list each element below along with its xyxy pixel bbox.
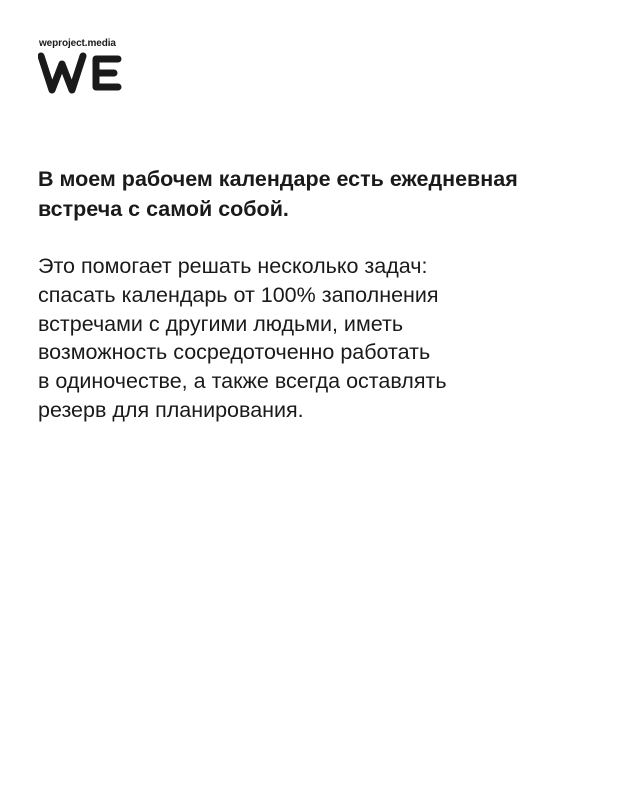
- body-line: резерв для планирования.: [38, 397, 304, 422]
- heading-line: В моем рабочем календаре есть ежедневная: [38, 167, 518, 191]
- body-line: спасать календарь от 100% заполнения: [38, 282, 439, 307]
- brand-url: weproject.media: [39, 38, 116, 49]
- body-line: встречами с другими людьми, иметь: [38, 311, 404, 336]
- heading-line: встреча с самой собой.: [38, 197, 289, 221]
- body-line: в одиночестве, а также всегда оставлять: [38, 369, 447, 394]
- we-logo-icon: [38, 52, 122, 94]
- post-body: [38, 252, 618, 425]
- body-line: возможность сосредоточенно работать: [38, 340, 431, 365]
- post-heading: [38, 164, 608, 224]
- brand-block: [38, 38, 122, 94]
- body-line: Это помогает решать несколько задач:: [38, 254, 428, 278]
